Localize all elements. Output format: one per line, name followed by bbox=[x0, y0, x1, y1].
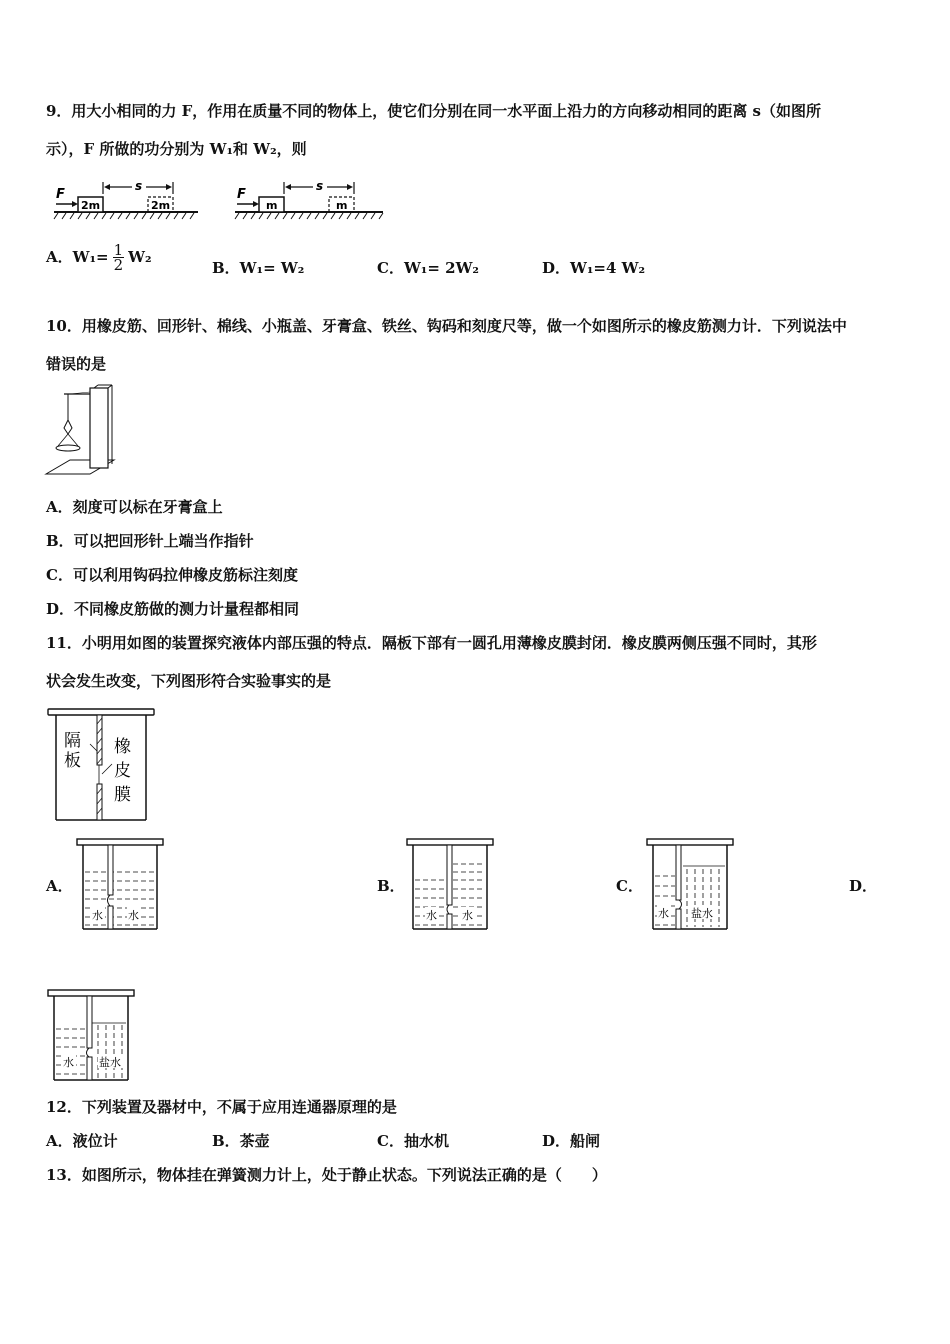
q11-line2: 状会发生改变，下列图形符合实验事实的是 bbox=[46, 672, 332, 690]
q10-option-d[interactable]: D．不同橡皮筋做的测力计量程都相同 bbox=[46, 600, 300, 618]
liquid-left-label: 水 bbox=[658, 907, 669, 920]
q9-figure-left bbox=[52, 178, 202, 224]
q11-option-c-figure[interactable] bbox=[645, 836, 737, 934]
force-label: F bbox=[56, 187, 65, 202]
liquid-right-label: 盐水 bbox=[99, 1056, 121, 1069]
q9-line1: 9．用大小相同的力 F，作用在质量不同的物体上，使它们分别在同一水平面上沿力的方向移动相同的距离 s（如图所 bbox=[46, 102, 821, 120]
membrane-label-3: 膜 bbox=[114, 785, 131, 805]
q10-option-b[interactable]: B．可以把回形针上端当作指针 bbox=[46, 532, 254, 550]
q11-option-d[interactable]: D． bbox=[849, 877, 878, 895]
block-end-mass-label: 2m bbox=[151, 199, 171, 212]
q10-rubber-band-dynamometer-figure bbox=[44, 382, 124, 482]
q12-line1: 12．下列装置及器材中，不属于应用连通器原理的是 bbox=[46, 1098, 397, 1116]
q11-option-b[interactable]: B． bbox=[377, 877, 405, 895]
q9-option-c[interactable]: C．W₁= 2W₂ bbox=[377, 259, 479, 277]
force-label: F bbox=[237, 187, 246, 202]
block-mass-label: 2m bbox=[81, 199, 101, 212]
q9-option-d[interactable]: D．W₁=4 W₂ bbox=[542, 259, 646, 277]
q11-option-b-figure[interactable] bbox=[405, 836, 497, 934]
q9-line2: 示），F 所做的功分别为 W₁和 W₂，则 bbox=[46, 140, 307, 158]
q13-line1: 13．如图所示，物体挂在弹簧测力计上，处于静止状态。下列说法正确的是（ ） bbox=[46, 1166, 607, 1184]
partition-label-2: 板 bbox=[64, 751, 81, 771]
q11-option-d-figure[interactable] bbox=[46, 987, 138, 1085]
q9-figure-right bbox=[233, 178, 388, 224]
partition-label-1: 隔 bbox=[64, 731, 81, 751]
block-end-mass-label: m bbox=[336, 199, 348, 212]
liquid-right-label: 水 bbox=[462, 909, 473, 922]
q9-option-b[interactable]: B．W₁= W₂ bbox=[212, 259, 305, 277]
q9-option-a[interactable] bbox=[46, 233, 152, 281]
fraction-numerator: 1 bbox=[113, 240, 124, 259]
membrane-label-1: 橡 bbox=[114, 737, 131, 757]
distance-label: s bbox=[316, 179, 324, 193]
q12-option-d[interactable]: D．船闸 bbox=[542, 1132, 601, 1150]
option-a-suffix: W₂ bbox=[128, 248, 152, 266]
q12-option-b[interactable]: B．茶壶 bbox=[212, 1132, 270, 1150]
liquid-left-label: 水 bbox=[426, 909, 437, 922]
q11-option-c[interactable]: C． bbox=[616, 877, 643, 895]
fraction-denominator: 2 bbox=[113, 255, 124, 274]
option-a-label: A． bbox=[46, 248, 73, 266]
q11-option-a[interactable]: A． bbox=[46, 877, 73, 895]
q12-option-c[interactable]: C．抽水机 bbox=[377, 1132, 449, 1150]
q10-option-c[interactable]: C．可以利用钩码拉伸橡皮筋标注刻度 bbox=[46, 566, 298, 584]
fraction-one-half bbox=[113, 240, 125, 274]
q12-option-a[interactable]: A．液位计 bbox=[46, 1132, 118, 1150]
membrane-label-2: 皮 bbox=[114, 761, 131, 781]
q11-line1: 11．小明用如图的装置探究液体内部压强的特点．隔板下部有一圆孔用薄橡皮膜封闭．橡皮膜两侧压强不同时，其形 bbox=[46, 634, 817, 652]
liquid-left-label: 水 bbox=[63, 1056, 74, 1069]
q10-line1: 10．用橡皮筋、回形针、棉线、小瓶盖、牙膏盒、铁丝、钩码和刻度尺等，做一个如图所示的橡皮筋测力计．下列说法中 bbox=[46, 317, 847, 335]
distance-label: s bbox=[135, 179, 143, 193]
q10-line2: 错误的是 bbox=[46, 355, 107, 373]
q11-option-a-figure[interactable] bbox=[75, 836, 167, 934]
block-mass-label: m bbox=[266, 199, 278, 212]
q10-option-a[interactable]: A．刻度可以标在牙膏盒上 bbox=[46, 498, 223, 516]
liquid-left-label: 水 bbox=[92, 909, 103, 922]
q11-apparatus-figure bbox=[46, 704, 158, 824]
liquid-right-label: 盐水 bbox=[691, 907, 713, 920]
liquid-right-label: 水 bbox=[128, 909, 139, 922]
option-a-prefix: W₁= bbox=[72, 248, 109, 266]
